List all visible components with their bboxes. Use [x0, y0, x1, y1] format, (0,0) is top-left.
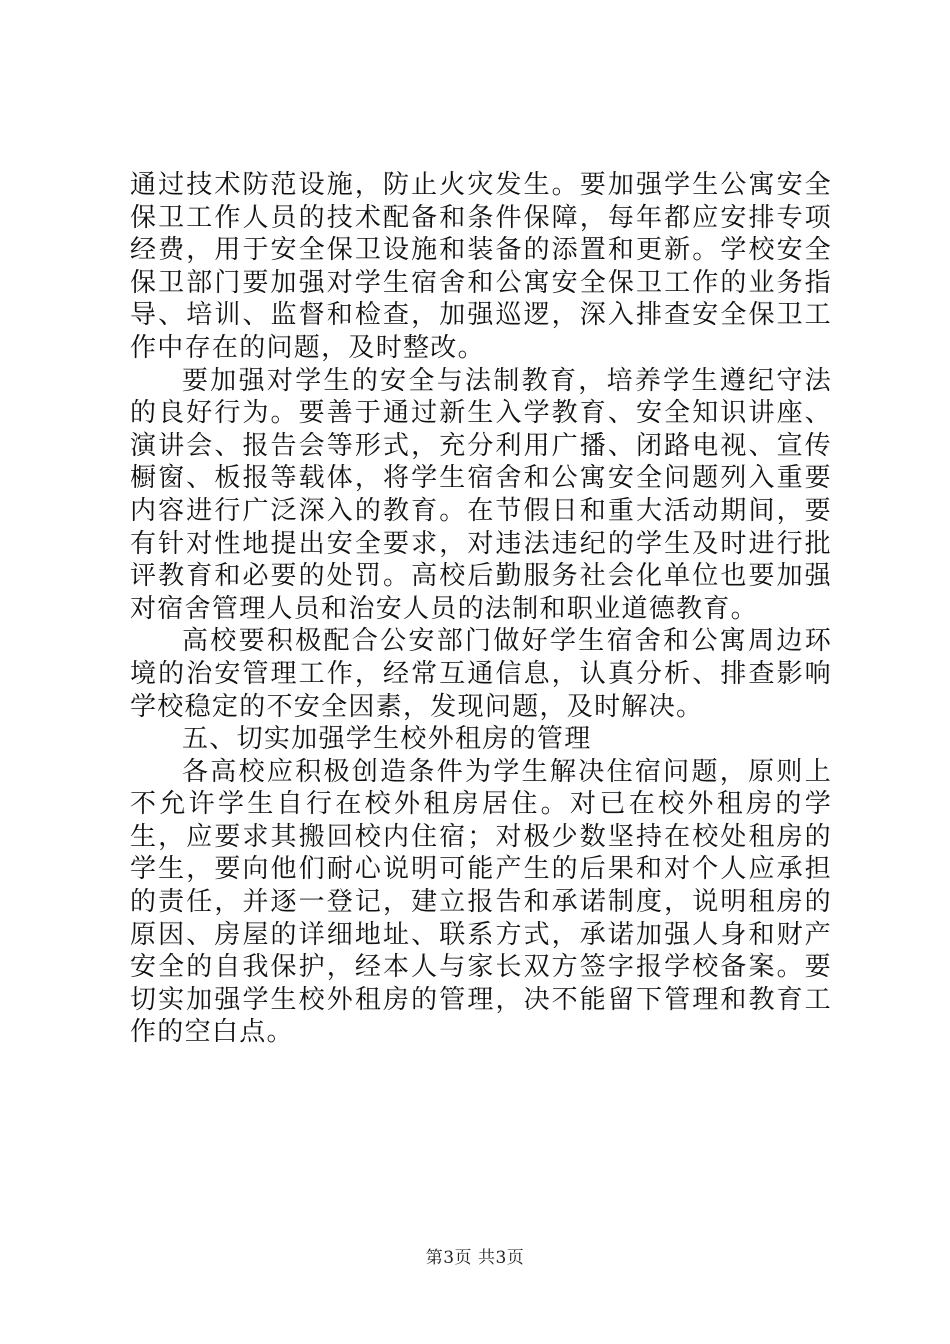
document-body — [130, 169, 832, 1049]
paragraph-1: 通过技术防范设施，防止火灾发生。要加强学生公寓安全保卫工作人员的技术配备和条件保障，每年都应安排专项经费，用于安全保卫设施和装备的添置和更新。学校安全保卫部门要加强对学生宿舍和公寓安全保卫工作的业务指导、培训、监督和检查，加强巡逻，深入排查安全保卫工作中存在的问题，及时整改。 — [130, 170, 832, 363]
section-heading-5: 五、切实加强学生校外租房的管理 — [182, 724, 592, 755]
page-footer: 第3页 共3页 — [425, 1248, 525, 1268]
paragraph-3: 高校要积极配合公安部门做好学生宿舍和公寓周边环境的治安管理工作，经常互通信息，认真分析、排查影响学校稳定的不安全因素，发现问题，及时解决。 — [130, 626, 832, 722]
paragraph-2: 要加强对学生的安全与法制教育，培养学生遵纪守法的良好行为。要善于通过新生入学教育、安全知识讲座、演讲会、报告会等形式，充分利用广播、闭路电视、宣传橱窗、板报等载体，将学生宿舍和公寓安全问题列入重要内容进行广泛深入的教育。在节假日和重大活动期间，要有针对性地提出安全要求，对违法违纪的学生及时进行批评教育和必要的处罚。高校后勤服务社会化单位也要加强对宿舍管理人员和治安人员的法制和职业道德教育。 — [130, 365, 832, 624]
paragraph-4: 各高校应积极创造条件为学生解决住宿问题，原则上不允许学生自行在校外租房居住。对已在校外租房的学生，应要求其搬回校内住宿；对极少数坚持在校处租房的学生，要向他们耐心说明可能产生的后果和对个人应承担的责任，并逐一登记，建立报告和承诺制度，说明租房的原因、房屋的详细地址、联系方式，承诺加强人身和财产安全的自我保护，经本人与家长双方签字报学校备案。要切实加强学生校外租房的管理，决不能留下管理和教育工作的空白点。 — [130, 756, 832, 1048]
